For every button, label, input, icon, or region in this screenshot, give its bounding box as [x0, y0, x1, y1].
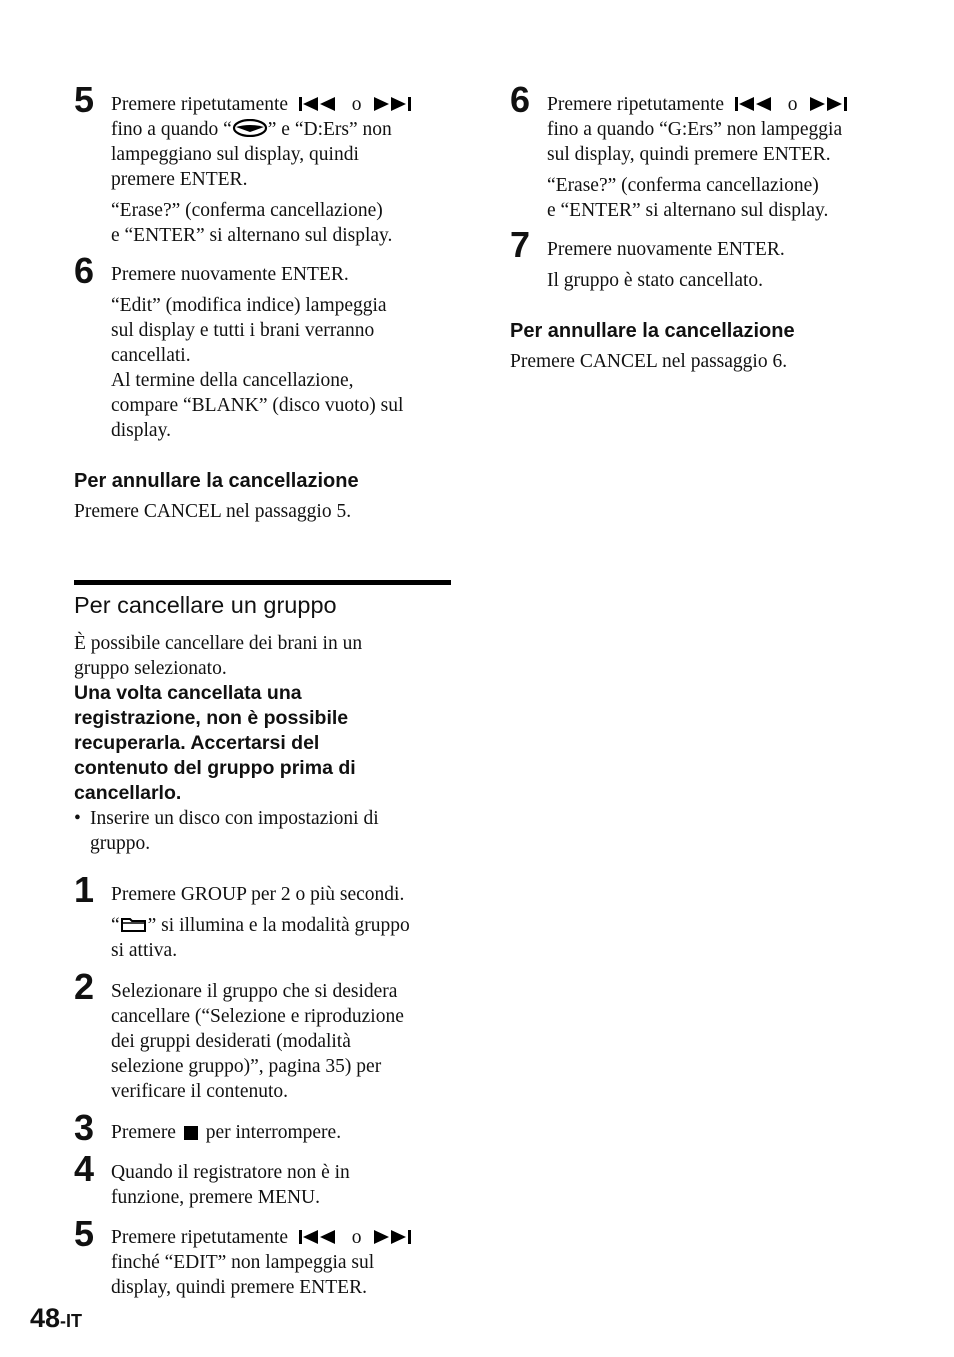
- step-text: Premere ripetutamente: [111, 1227, 289, 1248]
- step-text: Selezionare il gruppo che si desidera: [111, 981, 398, 1002]
- step-note: cancellati.: [111, 345, 191, 366]
- step-text: dei gruppi desiderati (modalità: [111, 1031, 351, 1052]
- intro-text: gruppo selezionato.: [74, 658, 227, 679]
- step-text: Premere ripetutamente: [111, 94, 289, 115]
- cancel-heading: Per annullare la cancellazione: [74, 470, 359, 492]
- page-number: [30, 1302, 82, 1337]
- intro-text: È possibile cancellare dei brani in un: [74, 633, 363, 654]
- page-number-suffix: -IT: [60, 1311, 83, 1331]
- step-number: 1: [74, 869, 95, 910]
- skip-previous-icon: [299, 96, 339, 112]
- or-text: o: [787, 94, 798, 115]
- or-text: o: [351, 1227, 362, 1248]
- step-text: Premere ripetutamente: [547, 94, 725, 115]
- step-number: 5: [74, 1213, 95, 1254]
- skip-next-icon: [374, 1229, 414, 1245]
- step-number: 7: [510, 224, 531, 265]
- step-text: selezione gruppo)”, pagina 35) per: [111, 1056, 382, 1077]
- page-number-value: 48: [30, 1303, 61, 1333]
- section-title: Per cancellare un gruppo: [74, 592, 337, 618]
- cancel-text: Premere CANCEL nel passaggio 5.: [74, 501, 352, 522]
- step-number: 2: [74, 966, 95, 1007]
- skip-previous-icon: [299, 1229, 339, 1245]
- step-note: “Erase?” (conferma cancellazione): [547, 175, 819, 196]
- step-note: e “ENTER” si alternano sul display.: [111, 225, 393, 246]
- step-text: funzione, premere MENU.: [111, 1187, 321, 1208]
- bullet-text: gruppo.: [90, 833, 151, 854]
- step-text: lampeggiano sul display, quindi: [111, 144, 359, 165]
- bullet-mark: •: [74, 808, 81, 829]
- step-note: e “ENTER” si alternano sul display.: [547, 200, 829, 221]
- warning-text: Una volta cancellata una: [74, 682, 302, 704]
- step-text: finché “EDIT” non lampeggia sul: [111, 1252, 375, 1273]
- step-text: display, quindi premere ENTER.: [111, 1277, 367, 1298]
- step-text: Quando il registratore non è in: [111, 1162, 350, 1183]
- step-note: “Erase?” (conferma cancellazione): [111, 200, 383, 221]
- step-text: ” e “D:Ers” non: [267, 119, 392, 140]
- stop-icon: [184, 1126, 198, 1140]
- cancel-text: Premere CANCEL nel passaggio 6.: [510, 351, 788, 372]
- bullet-text: Inserire un disco con impostazioni di: [90, 808, 379, 829]
- step-note: “Edit” (modifica indice) lampeggia: [111, 295, 387, 316]
- step-note: si attiva.: [111, 940, 178, 961]
- section-intro: [74, 631, 454, 856]
- skip-previous-icon: [735, 96, 775, 112]
- step-number: 4: [74, 1148, 95, 1189]
- step-text: fino a quando “G:Ers” non lampeggia: [547, 119, 843, 140]
- group-folder-icon: [120, 915, 148, 933]
- section-divider: [74, 580, 451, 585]
- step-text: fino a quando “: [111, 119, 232, 140]
- step-note: Il gruppo è stato cancellato.: [547, 270, 764, 291]
- step-note: sul display e tutti i brani verranno: [111, 320, 375, 341]
- step-text: premere ENTER.: [111, 169, 248, 190]
- step-number: 5: [74, 79, 95, 120]
- disc-icon: [232, 119, 268, 137]
- step-number: 3: [74, 1107, 95, 1148]
- step-text: Premere: [111, 1122, 176, 1143]
- step-note: display.: [111, 420, 171, 441]
- skip-next-icon: [810, 96, 850, 112]
- step-text: verificare il contenuto.: [111, 1081, 289, 1102]
- step-note: compare “BLANK” (disco vuoto) sul: [111, 395, 404, 416]
- skip-next-icon: [374, 96, 414, 112]
- step-note: “: [111, 915, 120, 936]
- step-text: Premere nuovamente ENTER.: [111, 264, 349, 285]
- cancel-heading: Per annullare la cancellazione: [510, 320, 795, 342]
- bullet-item: [74, 806, 454, 856]
- warning-text: cancellarlo.: [74, 782, 182, 804]
- or-text: o: [351, 94, 362, 115]
- warning-text: registrazione, non è possibile: [74, 707, 349, 729]
- warning-text: recuperarla. Accertarsi del: [74, 732, 320, 754]
- step-text: Premere GROUP per 2 o più secondi.: [111, 884, 405, 905]
- step-text: Premere nuovamente ENTER.: [547, 239, 785, 260]
- step-note: ” si illumina e la modalità gruppo: [147, 915, 410, 936]
- step-text: sul display, quindi premere ENTER.: [547, 144, 831, 165]
- step-text: cancellare (“Selezione e riproduzione: [111, 1006, 404, 1027]
- step-note: Al termine della cancellazione,: [111, 370, 354, 391]
- step-number: 6: [74, 250, 95, 291]
- warning-text: contenuto del gruppo prima di: [74, 757, 356, 779]
- step-number: 6: [510, 79, 531, 120]
- step-text: per interrompere.: [205, 1122, 342, 1143]
